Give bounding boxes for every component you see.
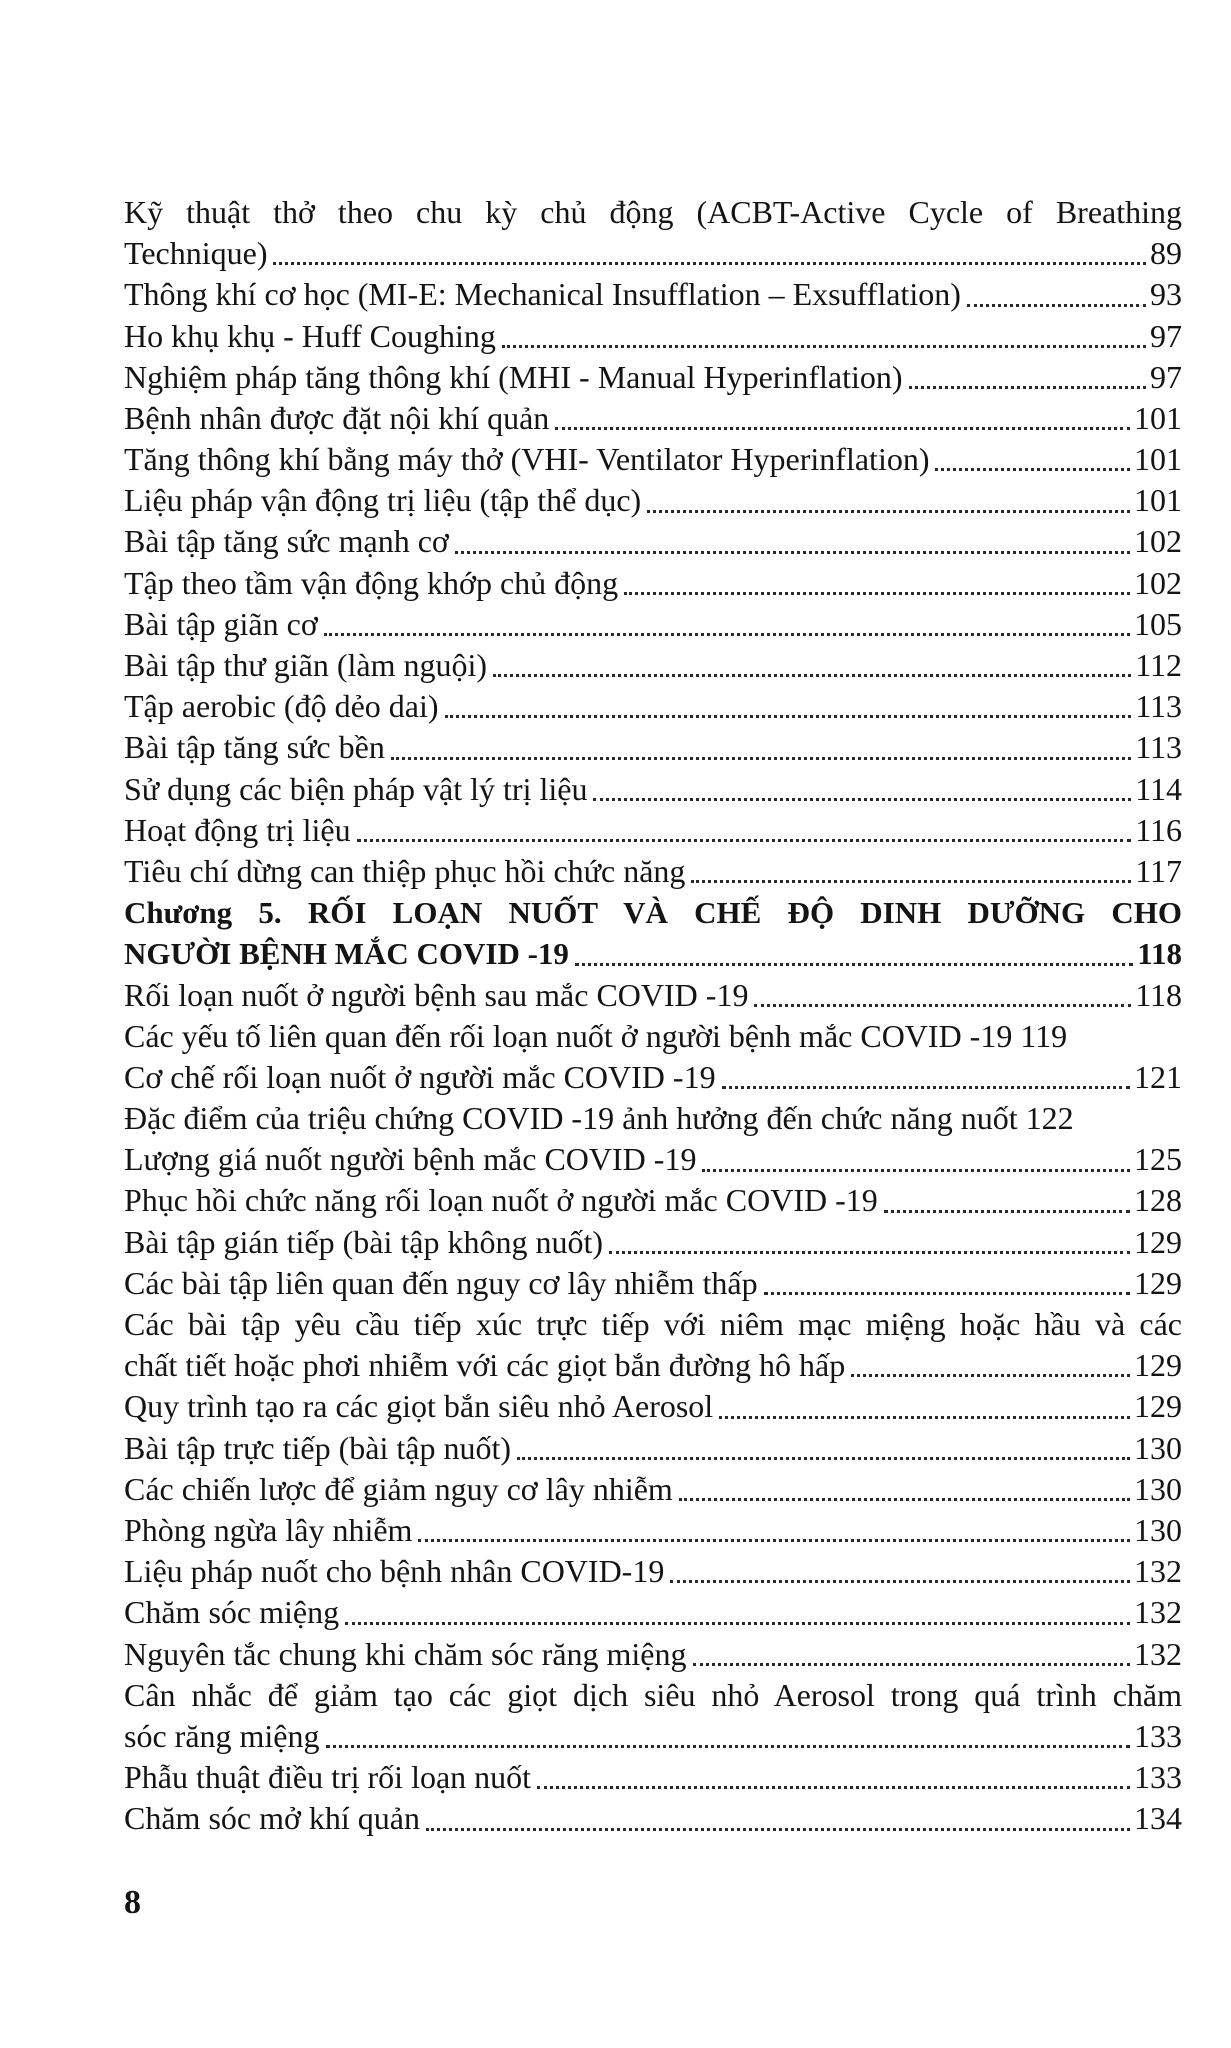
toc-entry — [124, 357, 1182, 398]
toc-entry-page: 93 — [1150, 276, 1182, 313]
dot-leader — [345, 1622, 1130, 1625]
toc-entry — [124, 1428, 1182, 1469]
dot-leader — [493, 674, 1131, 677]
toc-entry-title: Các bài tập liên quan đến nguy cơ lây nhiễm thấp — [124, 1264, 758, 1301]
toc-entry-page: 112 — [1135, 647, 1182, 684]
toc-entry-title: Tiêu chí dừng can thiệp phục hồi chức năng — [124, 852, 686, 889]
dot-leader — [502, 345, 1146, 348]
dot-leader — [719, 1416, 1130, 1419]
toc-entry-page: 105 — [1134, 605, 1182, 642]
toc-entry-line — [124, 1716, 1182, 1757]
toc-entry-line — [124, 1634, 1182, 1675]
toc-entry-line — [124, 1469, 1182, 1510]
toc-entry-title: Các chiến lược để giảm nguy cơ lây nhiễm — [124, 1470, 673, 1507]
toc-entry — [124, 1551, 1182, 1592]
toc-entry-line — [124, 851, 1182, 892]
toc-entry-title: Phục hồi chức năng rối loạn nuốt ở người mắc COVID -19 — [124, 1182, 878, 1219]
toc-entry-line — [124, 645, 1182, 686]
toc-entry — [124, 686, 1182, 727]
toc-entry-title: Sử dụng các biện pháp vật lý trị liệu — [124, 770, 588, 807]
toc-entry-title: Nghiệm pháp tăng thông khí (MHI - Manual Hyperinflation) — [124, 358, 903, 395]
toc-entry — [124, 1510, 1182, 1551]
toc-entry-title: Bài tập thư giãn (làm nguội) — [124, 647, 488, 684]
dot-leader — [593, 798, 1131, 801]
toc-entry-page: 132 — [1134, 1594, 1182, 1631]
toc-entry-title: Kỹ thuật thở theo chu kỳ chủ động (ACBT-Active Cycle of Breathing — [124, 194, 1182, 230]
toc-entry — [124, 439, 1182, 480]
dot-leader — [722, 1086, 1130, 1089]
toc-entry-title: Các bài tập yêu cầu tiếp xúc trực tiếp với niêm mạc miệng hoặc hầu và các — [124, 1306, 1182, 1343]
dot-leader — [357, 839, 1132, 842]
toc-entry-line — [124, 727, 1182, 768]
toc-entry-line — [124, 1592, 1182, 1633]
dot-leader — [391, 757, 1131, 760]
toc-entry — [124, 810, 1182, 851]
toc-entry-page: 113 — [1135, 729, 1182, 766]
toc-entry-page: 113 — [1135, 688, 1182, 725]
toc-entry-title: Tập theo tầm vận động khớp chủ động — [124, 564, 619, 601]
toc-entry-line — [124, 1139, 1182, 1180]
toc-entry — [124, 1469, 1182, 1510]
toc-entry-line — [124, 892, 1182, 933]
toc-entry-title: Liệu pháp nuốt cho bệnh nhân COVID-19 — [124, 1553, 665, 1590]
dot-leader — [609, 1251, 1130, 1254]
toc-entry-line — [124, 1551, 1182, 1592]
toc-entry — [124, 645, 1182, 686]
toc-entry-title: Bài tập trực tiếp (bài tập nuốt) — [124, 1429, 511, 1466]
toc-entry-page: 129 — [1134, 1223, 1182, 1260]
toc-entry-line — [124, 1057, 1182, 1098]
toc-entry-title: Chăm sóc miệng — [124, 1594, 340, 1631]
toc-entry-line — [124, 1222, 1182, 1263]
toc-entry-line — [124, 522, 1182, 563]
toc-entry-line — [124, 439, 1182, 480]
dot-leader — [324, 633, 1130, 636]
toc-entry-line — [124, 233, 1182, 274]
toc-entry — [124, 1139, 1182, 1180]
toc-entry-line — [124, 1181, 1182, 1222]
dot-leader — [455, 551, 1130, 554]
dot-leader — [555, 427, 1130, 430]
dot-leader — [702, 1169, 1130, 1172]
toc-entry-page: 97 — [1150, 317, 1182, 354]
dot-leader — [647, 510, 1130, 513]
toc-entry-title: Cơ chế rối loạn nuốt ở người mắc COVID -19 — [124, 1058, 716, 1095]
toc-entry-title: Bệnh nhân được đặt nội khí quản — [124, 399, 550, 436]
toc-entry-page: 125 — [1134, 1141, 1182, 1178]
toc-entry — [124, 1222, 1182, 1263]
toc-entry — [124, 316, 1182, 357]
dot-leader — [679, 1498, 1130, 1501]
toc-entry-page: 129 — [1134, 1264, 1182, 1301]
toc-entry-line — [124, 480, 1182, 521]
toc-entry — [124, 1592, 1182, 1633]
toc-entry-page: 118 — [1135, 976, 1182, 1013]
toc-entry-title: Quy trình tạo ra các giọt bắn siêu nhỏ Aerosol — [124, 1388, 714, 1425]
toc-entry-page: 133 — [1134, 1759, 1182, 1796]
toc-entry-title: Tăng thông khí bằng máy thở (VHI- Ventilator Hyperinflation) — [124, 441, 930, 478]
dot-leader — [537, 1786, 1130, 1789]
toc-entry-page: 116 — [1135, 811, 1182, 848]
toc-entry-page: 129 — [1134, 1347, 1182, 1384]
toc-entry — [124, 1057, 1182, 1098]
table-of-contents — [124, 192, 1182, 1840]
toc-entry-line — [124, 192, 1182, 233]
toc-entry-line — [124, 810, 1182, 851]
toc-entry-line — [124, 1304, 1182, 1345]
toc-entry — [124, 975, 1182, 1016]
toc-entry-page: 101 — [1134, 399, 1182, 436]
toc-entry — [124, 604, 1182, 645]
toc-entry-page: 132 — [1134, 1635, 1182, 1672]
toc-entry-title: Chương 5. RỐI LOẠN NUỐT VÀ CHẾ ĐỘ DINH DƯỠNG CHO — [124, 895, 1182, 931]
toc-entry-line — [124, 1345, 1182, 1386]
toc-entry-line — [124, 769, 1182, 810]
toc-entry-title: NGƯỜI BỆNH MẮC COVID -19 — [124, 936, 569, 972]
toc-entry-page: 129 — [1134, 1388, 1182, 1425]
toc-entry-line — [124, 316, 1182, 357]
toc-entry-page: 132 — [1134, 1553, 1182, 1590]
toc-entry-page: 119 — [1020, 1017, 1068, 1054]
toc-entry-page: 114 — [1135, 770, 1182, 807]
toc-entry-title: chất tiết hoặc phơi nhiễm với các giọt bắn đường hô hấp — [124, 1347, 846, 1384]
toc-entry-page: 102 — [1134, 564, 1182, 601]
toc-entry — [124, 851, 1182, 892]
page-number: 8 — [124, 1884, 141, 1921]
toc-entry-line — [124, 975, 1182, 1016]
toc-entry-line — [124, 686, 1182, 727]
toc-entry-title: Bài tập tăng sức mạnh cơ — [124, 523, 449, 560]
toc-entry-title: Đặc điểm của triệu chứng COVID -19 ảnh hưởng đến chức năng nuốt — [124, 1100, 1018, 1137]
toc-entry-page: 118 — [1137, 936, 1182, 972]
toc-entry-title: Cân nhắc để giảm tạo các giọt dịch siêu nhỏ Aerosol trong quá trình chăm — [124, 1676, 1182, 1713]
dot-leader — [517, 1457, 1130, 1460]
dot-leader — [851, 1374, 1130, 1377]
toc-entry-line — [124, 563, 1182, 604]
toc-entry — [124, 1016, 1182, 1057]
toc-entry-title: Ho khụ khụ - Huff Coughing — [124, 317, 496, 354]
toc-entry-title: Phòng ngừa lây nhiễm — [124, 1511, 413, 1548]
toc-entry-line — [124, 933, 1182, 974]
dot-leader — [693, 1663, 1131, 1666]
toc-entry-line — [124, 1510, 1182, 1551]
toc-entry-page: 130 — [1134, 1511, 1182, 1548]
toc-entry — [124, 1757, 1182, 1798]
toc-entry-page: 101 — [1134, 441, 1182, 478]
dot-leader — [575, 963, 1133, 966]
dot-leader — [670, 1580, 1130, 1583]
toc-entry-line — [124, 1675, 1182, 1716]
toc-entry-line — [124, 357, 1182, 398]
toc-entry-page: 130 — [1134, 1429, 1182, 1466]
toc-entry — [124, 480, 1182, 521]
toc-entry-title: Bài tập tăng sức bền — [124, 729, 385, 766]
toc-entry-page: 102 — [1134, 523, 1182, 560]
toc-entry — [124, 727, 1182, 768]
dot-leader — [967, 304, 1146, 307]
dot-leader — [884, 1210, 1130, 1213]
dot-leader — [273, 262, 1146, 265]
toc-entry — [124, 1634, 1182, 1675]
toc-entry-page: 89 — [1150, 235, 1182, 272]
toc-entry-line — [124, 1263, 1182, 1304]
toc-entry-line — [124, 1757, 1182, 1798]
toc-entry-line — [124, 1386, 1182, 1427]
dot-leader — [418, 1539, 1130, 1542]
toc-entry-page: 130 — [1134, 1470, 1182, 1507]
toc-entry — [124, 1675, 1182, 1757]
toc-entry-line — [124, 398, 1182, 439]
toc-entry — [124, 1386, 1182, 1427]
toc-entry — [124, 1181, 1182, 1222]
toc-entry — [124, 522, 1182, 563]
toc-entry — [124, 274, 1182, 315]
toc-entry-line — [124, 604, 1182, 645]
dot-leader — [691, 880, 1131, 883]
toc-entry-title: Bài tập gián tiếp (bài tập không nuốt) — [124, 1223, 603, 1260]
toc-entry-line — [124, 1798, 1182, 1839]
toc-entry-page: 122 — [1025, 1100, 1074, 1137]
toc-entry-title: Hoạt động trị liệu — [124, 811, 351, 848]
toc-entry-page: 101 — [1134, 482, 1182, 519]
toc-entry-page: 97 — [1150, 358, 1182, 395]
toc-entry-title: Bài tập giãn cơ — [124, 605, 318, 642]
dot-leader — [909, 386, 1147, 389]
toc-entry — [124, 769, 1182, 810]
toc-entry-title: sóc răng miệng — [124, 1717, 320, 1754]
dot-leader — [935, 468, 1130, 471]
toc-entry-page: 117 — [1135, 852, 1182, 889]
toc-entry-title: Rối loạn nuốt ở người bệnh sau mắc COVID -19 — [124, 976, 749, 1013]
toc-entry — [124, 1304, 1182, 1386]
dot-leader — [754, 1004, 1131, 1007]
toc-entry — [124, 192, 1182, 274]
toc-entry-page: 134 — [1134, 1800, 1182, 1837]
dot-leader — [764, 1292, 1130, 1295]
toc-entry-page: 121 — [1134, 1058, 1182, 1095]
toc-entry-page: 128 — [1134, 1182, 1182, 1219]
toc-entry-title: Liệu pháp vận động trị liệu (tập thể dục) — [124, 482, 642, 519]
toc-entry-title: Phẫu thuật điều trị rối loạn nuốt — [124, 1759, 532, 1796]
toc-entry-title: Nguyên tắc chung khi chăm sóc răng miệng — [124, 1635, 687, 1672]
toc-entry-line — [124, 1098, 1182, 1139]
toc-entry-title: Chăm sóc mở khí quản — [124, 1800, 420, 1837]
toc-entry-line — [124, 1428, 1182, 1469]
toc-chapter-entry — [124, 892, 1182, 974]
toc-entry-title: Lượng giá nuốt người bệnh mắc COVID -19 — [124, 1141, 697, 1178]
toc-entry — [124, 1798, 1182, 1839]
dot-leader — [445, 715, 1132, 718]
dot-leader — [426, 1828, 1130, 1831]
dot-leader — [326, 1745, 1131, 1748]
toc-entry-line — [124, 1016, 1182, 1057]
toc-entry — [124, 1098, 1182, 1139]
toc-entry-title: Thông khí cơ học (MI-E: Mechanical Insufflation – Exsufflation) — [124, 276, 961, 313]
toc-entry-line — [124, 274, 1182, 315]
toc-entry-page: 133 — [1134, 1717, 1182, 1754]
dot-leader — [624, 592, 1130, 595]
toc-entry-title: Các yếu tố liên quan đến rối loạn nuốt ở người bệnh mắc COVID -19 — [124, 1017, 1013, 1054]
toc-entry — [124, 398, 1182, 439]
toc-entry — [124, 563, 1182, 604]
toc-entry-title: Tập aerobic (độ dẻo dai) — [124, 688, 439, 725]
toc-entry — [124, 1263, 1182, 1304]
toc-entry-title: Technique) — [124, 235, 268, 272]
